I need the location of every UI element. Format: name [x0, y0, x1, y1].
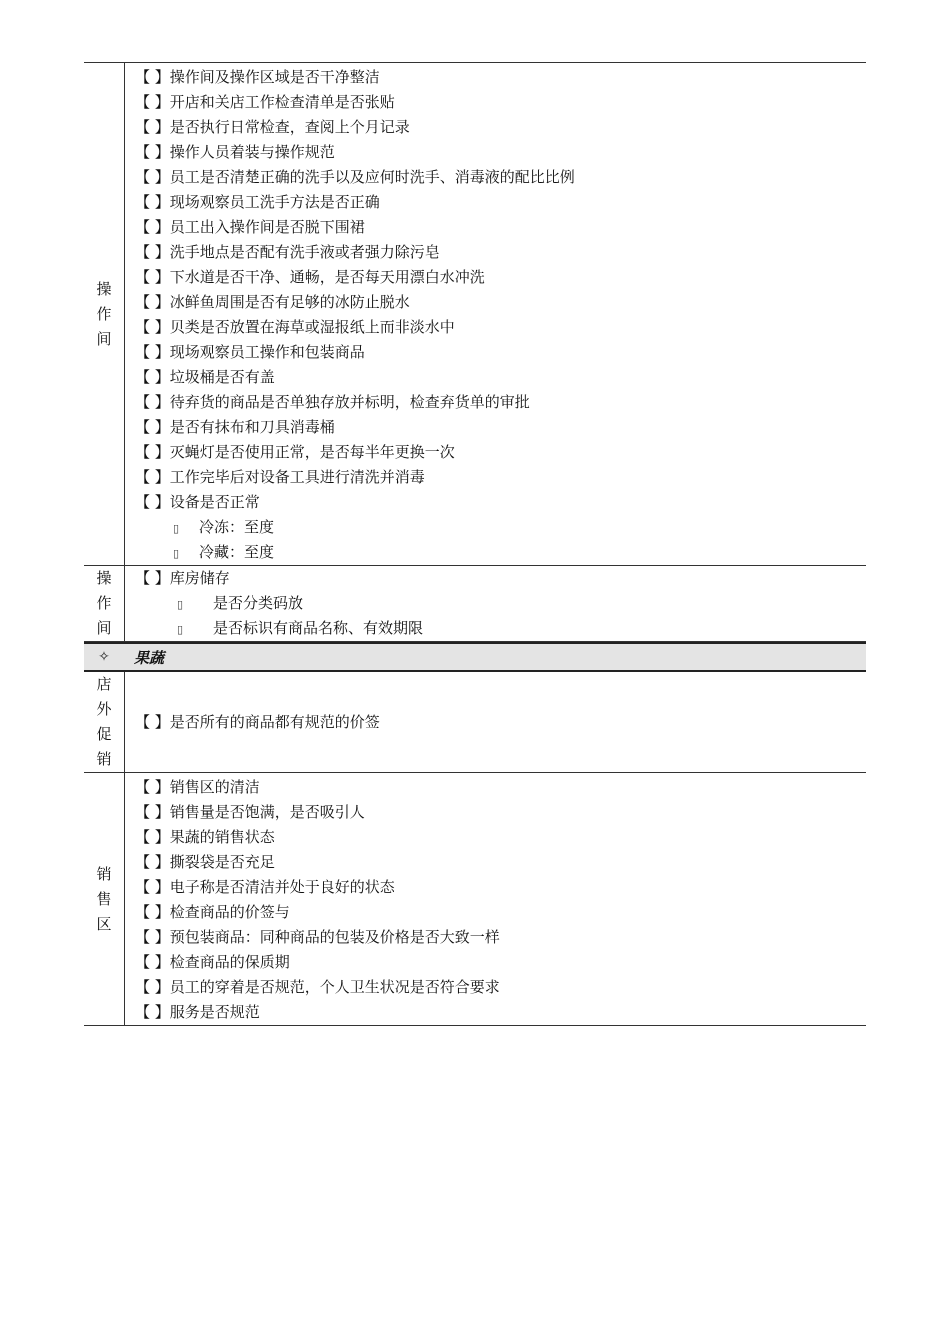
checklist-item — [135, 390, 866, 415]
checklist-item — [135, 365, 866, 390]
checklist-item-text: 员工是否清楚正确的洗手以及应何时洗手、消毒液的配比比例 — [169, 168, 575, 186]
checklist-row-outdoor-promo — [84, 672, 866, 773]
checklist-item — [135, 265, 866, 290]
checklist-item-text: 现场观察员工洗手方法是否正确 — [169, 193, 380, 211]
checkbox-mark: 【 】 — [135, 953, 170, 971]
checkbox-mark: 【 】 — [135, 443, 170, 461]
checklist-item — [135, 950, 866, 975]
checklist-item — [135, 566, 866, 591]
category-cell — [84, 672, 125, 772]
checkbox-mark: 【 】 — [135, 243, 170, 261]
checkbox-mark: 【 】 — [135, 878, 170, 896]
checklist-item-text: 服务是否规范 — [169, 1003, 260, 1021]
checklist-row-sales-area — [84, 773, 866, 1026]
checklist-item-text: 撕裂袋是否充足 — [169, 853, 275, 871]
checkbox-mark: 【 】 — [135, 68, 170, 86]
checklist-item-text: 销售量是否饱满，是否吸引人 — [169, 803, 365, 821]
checklist-item-text: 现场观察员工操作和包装商品 — [169, 343, 365, 361]
checkbox-mark: 【 】 — [135, 343, 170, 361]
checklist-item-text: 电子称是否清洁并处于良好的状态 — [169, 878, 395, 896]
checklist-item-text: 预包装商品：同种商品的包装及价格是否大致一样 — [169, 928, 500, 946]
checkbox-mark: 【 】 — [135, 468, 170, 486]
checklist-item — [135, 490, 866, 515]
checklist-item — [135, 825, 866, 850]
checklist-items — [125, 773, 866, 1025]
category-cell — [84, 773, 125, 1025]
checklist-item-text: 待弃货的商品是否单独存放并标明，检查弃货单的审批 — [169, 393, 530, 411]
checklist-item — [135, 975, 866, 1000]
checklist-item — [135, 65, 866, 90]
checklist-item — [135, 340, 866, 365]
checkbox-mark: 【 】 — [135, 118, 170, 136]
checklist-item — [135, 215, 866, 240]
checklist-items — [125, 672, 866, 772]
checkbox-mark: 【 】 — [135, 293, 170, 311]
category-label: 操作间 — [96, 569, 112, 637]
checkbox-mark: 【 】 — [135, 828, 170, 846]
checkbox-mark: 【 】 — [135, 853, 170, 871]
checklist-item — [135, 90, 866, 115]
checkbox-mark: 【 】 — [135, 218, 170, 236]
checklist-item-text: 销售区的清洁 — [169, 778, 260, 796]
checklist-items — [125, 566, 866, 641]
checkbox-mark: 【 】 — [135, 803, 170, 821]
checklist-item — [135, 315, 866, 340]
checklist-item — [135, 775, 866, 800]
checklist-row-storage — [84, 566, 866, 642]
checklist-item — [135, 115, 866, 140]
category-cell — [84, 566, 125, 641]
checkbox-mark: 【 】 — [135, 978, 170, 996]
checkbox-mark: 【 】 — [135, 1003, 170, 1021]
checklist-sub-item — [135, 616, 866, 641]
checklist-sub-item — [135, 540, 866, 565]
section-header-fruit-vegetable — [84, 642, 866, 672]
checklist-item — [135, 875, 866, 900]
checklist-item — [135, 900, 866, 925]
checklist-items — [125, 63, 866, 565]
checkbox-mark: 【 】 — [135, 418, 170, 436]
checklist-item-text: 下水道是否干净、通畅，是否每天用漂白水冲洗 — [169, 268, 485, 286]
checklist-item — [135, 290, 866, 315]
checklist-item-text: 检查商品的保质期 — [169, 953, 290, 971]
checklist-sub-item-text: 是否标识有商品名称、有效期限 — [213, 619, 424, 637]
checklist-item-text: 是否执行日常检查，查阅上个月记录 — [169, 118, 410, 136]
section-title: 果蔬 — [134, 648, 165, 667]
checklist-item-text: 员工的穿着是否规范，个人卫生状况是否符合要求 — [169, 978, 500, 996]
checkbox-mark: 【 】 — [135, 493, 170, 511]
checklist-item-text: 开店和关店工作检查清单是否张贴 — [169, 93, 395, 111]
diamond-star-icon: ✧ — [98, 649, 110, 665]
checkbox-mark: 【 】 — [135, 393, 170, 411]
checklist-item-text: 员工出入操作间是否脱下围裙 — [169, 218, 365, 236]
sub-bullet-icon: ▯ — [177, 598, 184, 611]
checklist-item-text: 是否有抹布和刀具消毒桶 — [169, 418, 335, 436]
checklist-item — [135, 415, 866, 440]
checkbox-mark: 【 】 — [135, 928, 170, 946]
checklist-item — [135, 1000, 866, 1025]
checklist-item-text: 贝类是否放置在海草或湿报纸上而非淡水中 — [169, 318, 455, 336]
checklist-item — [135, 240, 866, 265]
checklist-item — [135, 925, 866, 950]
checklist-item-text: 洗手地点是否配有洗手液或者强力除污皂 — [169, 243, 440, 261]
checklist-sub-item-text: 冷冻：至度 — [199, 518, 275, 536]
checklist-item — [135, 710, 380, 735]
checklist-item-text: 是否所有的商品都有规范的价签 — [169, 712, 380, 731]
category-label: 店外促销 — [96, 675, 112, 768]
checklist-item-text: 工作完毕后对设备工具进行清洗并消毒 — [169, 468, 425, 486]
checklist-item-text: 设备是否正常 — [169, 493, 260, 511]
checklist-item — [135, 850, 866, 875]
sub-bullet-icon: ▯ — [173, 547, 180, 560]
checklist-item-text: 操作间及操作区域是否干净整洁 — [169, 68, 380, 86]
checklist-item — [135, 440, 866, 465]
checklist-sub-item — [135, 515, 866, 540]
checklist-sub-item-text: 是否分类码放 — [213, 594, 304, 612]
checklist-item-text: 检查商品的价签与 — [169, 903, 290, 921]
category-label: 操作间 — [96, 279, 112, 348]
checklist-item-text: 果蔬的销售状态 — [169, 828, 275, 846]
checklist-item-text: 垃圾桶是否有盖 — [169, 368, 275, 386]
checkbox-mark: 【 】 — [135, 569, 170, 587]
category-label: 销售区 — [96, 864, 112, 933]
checkbox-mark: 【 】 — [135, 193, 170, 211]
checklist-sub-item-text: 冷藏：至度 — [199, 543, 275, 561]
checkbox-mark: 【 】 — [135, 712, 170, 731]
checkbox-mark: 【 】 — [135, 268, 170, 286]
checklist-sub-item — [135, 591, 866, 616]
checkbox-mark: 【 】 — [135, 318, 170, 336]
checklist-item-text: 操作人员着装与操作规范 — [169, 143, 335, 161]
checklist-table — [84, 62, 866, 1026]
checklist-item-text: 灭蝇灯是否使用正常，是否每半年更换一次 — [169, 443, 455, 461]
category-cell — [84, 63, 125, 565]
checkbox-mark: 【 】 — [135, 93, 170, 111]
sub-bullet-icon: ▯ — [177, 623, 184, 636]
checklist-item — [135, 190, 866, 215]
checklist-item-text: 库房储存 — [169, 569, 230, 587]
sub-bullet-icon: ▯ — [173, 522, 180, 535]
checkbox-mark: 【 】 — [135, 368, 170, 386]
checklist-item — [135, 140, 866, 165]
checkbox-mark: 【 】 — [135, 778, 170, 796]
checklist-item-text: 冰鲜鱼周围是否有足够的冰防止脱水 — [169, 293, 410, 311]
checkbox-mark: 【 】 — [135, 168, 170, 186]
checklist-item — [135, 465, 866, 490]
checklist-row-operation-room — [84, 63, 866, 566]
checkbox-mark: 【 】 — [135, 143, 170, 161]
checkbox-mark: 【 】 — [135, 903, 170, 921]
checklist-item — [135, 800, 866, 825]
checklist-item — [135, 165, 866, 190]
